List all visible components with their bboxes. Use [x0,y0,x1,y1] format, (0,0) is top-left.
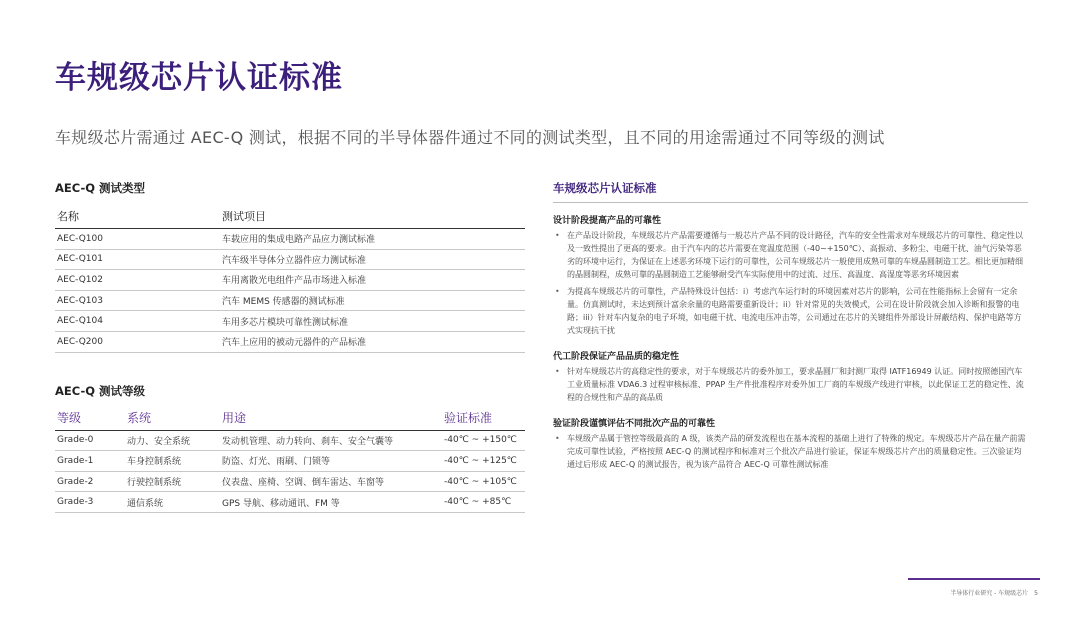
column-header-name: 名称 [57,210,79,223]
table-row [55,331,525,352]
table-row [55,270,525,291]
cell-usage: 发动机管理、动力转向、刹车、安全气囊等 [222,436,394,447]
cell-name: AEC-Q100 [57,233,103,244]
cell-grade: Grade-1 [57,455,94,466]
validation-stage-title: 验证阶段谨慎评估不同批次产品的可靠性 [553,419,716,429]
test-grades-heading: AEC-Q 测试等级 [55,383,146,398]
table-row [55,430,525,451]
cell-name: AEC-Q104 [57,316,103,327]
column-header-system: 系统 [127,410,152,425]
table-header-row [55,409,525,431]
cell-usage: GPS 导航、移动通讯、FM 等 [222,498,340,509]
list-item: • 在产品设计阶段，车规级芯片产品需要遵循与一般芯片产品不同的设计路径，汽车的安全性需求对车规级芯片的可靠性、稳定性以及一致性提出了更高的要求。由于汽车内的芯片需要在宽温度范围（-40~+150℃）、高振动、多粉尘、电磁干扰、油气污染等恶劣的环境中运行，为保证在上述恶劣环境下运行的可靠性，公司车规级芯片一般使用成熟可靠的车规晶圆制造工艺。相比更加精细的晶圆制程，成熟可靠的晶圆制造工艺能够耐受汽车实际使用中的过流、过压、高温度、高湿度等恶劣环境因素 [553,229,1028,281]
cell-system: 车身控制系统 [127,457,182,468]
test-grades-table [55,409,525,513]
cell-name: AEC-Q102 [57,274,103,285]
list-item: • 为提高车规级芯片的可靠性，产品特殊设计包括：i）考虑汽车运行时的环境因素对芯片的影响，公司在性能指标上会留有一定余量。仿真测试时，未达到预计富余余量的电路需要重新设计；ii）针对常见的失效模式，公司在设计阶段就会加入诊断和报警的电路；iii）针对车内复杂的电子环境，如电磁干扰、电流电压冲击等，公司通过在芯片的关键组件外部设计屏蔽结构、保护电路等方式实现抗干扰 [553,285,1028,337]
cell-test-item: 车用离散光电组件产品市场进入标准 [222,276,367,287]
column-header-test-item: 测试项目 [222,210,266,223]
cell-standard: -40℃ ~ +150℃ [444,435,517,446]
table-row [55,229,525,250]
right-column [553,180,1028,475]
cell-system: 动力、安全系统 [127,436,191,447]
cell-name: AEC-Q103 [57,295,103,306]
foundry-stage-title: 代工阶段保证产品品质的稳定性 [553,352,680,362]
cell-system: 通信系统 [127,498,164,509]
cell-test-item: 汽车 MEMS 传感器的测试标准 [222,297,345,308]
cell-test-item: 汽车上应用的被动元器件的产品标准 [222,338,367,349]
table-row [55,492,525,513]
cell-test-item: 车载应用的集成电路产品应力测试标准 [222,235,376,246]
cell-name: AEC-Q101 [57,254,103,265]
cell-system: 行驶控制系统 [127,478,182,489]
table-row [55,451,525,472]
list-item: • 车规级产品属于管控等级最高的 A 级，该类产品的研发流程也在基本流程的基础上进行了特殊的规定。车规级芯片产品在量产前需完成可靠性试验，严格按照 AEC-Q 的测试程序和标准对三个批次产品进行验证，保证车规级芯片产出的质量稳定性。三次验证均通过后形成 AEC-Q 的测试报告，视为该产品符合 AEC-Q 可靠性测试标准 [553,432,1028,471]
column-header-grade: 等级 [57,410,82,425]
table-row [55,311,525,332]
cell-standard: -40℃ ~ +85℃ [444,497,512,508]
cell-grade: Grade-0 [57,435,94,446]
table-row [55,290,525,311]
cell-usage: 仪表盘、座椅、空调、倒车雷达、车窗等 [222,478,385,489]
cell-grade: Grade-3 [57,497,94,508]
certification-heading: 车规级芯片认证标准 [553,180,1028,203]
column-header-standard: 验证标准 [444,410,493,425]
column-header-usage: 用途 [222,410,247,425]
page-subtitle: 车规级芯片需通过 AEC-Q 测试，根据不同的半导体器件通过不同的测试类型，且不同的用途需通过不同等级的测试 [55,128,885,147]
footer-divider [908,578,1040,580]
table-row [55,471,525,492]
cell-standard: -40℃ ~ +125℃ [444,455,517,466]
test-types-table [55,208,525,353]
cell-test-item: 车用多芯片模块可靠性测试标准 [222,317,349,328]
footer [950,588,1038,597]
design-stage-title: 设计阶段提高产品的可靠性 [553,216,662,226]
left-column [55,180,525,513]
cell-standard: -40℃ ~ +105℃ [444,476,517,487]
design-stage-list [553,229,1028,337]
page-title: 车规级芯片认证标准 [55,60,343,96]
cell-grade: Grade-2 [57,476,94,487]
list-item: • 针对车规级芯片的高稳定性的要求，对于车规级芯片的委外加工，要求晶圆厂和封测厂取得 IATF16949 认证。同时按照德国汽车工业质量标准 VDA6.3 过程审核标准、PPAP 生产件批准程序对委外加工厂商的车规级产线进行审核，以此保证工艺的稳定性、流程的合规性和产品的高品质 [553,365,1028,404]
cell-name: AEC-Q200 [57,336,103,347]
test-types-heading: AEC-Q 测试类型 [55,181,146,195]
foundry-stage-list [553,365,1028,404]
table-row [55,249,525,270]
validation-stage-list [553,432,1028,471]
table-header-row [55,208,525,229]
cell-usage: 防盗、灯光、雨刷、门锁等 [222,457,331,468]
footer-text: 半导体行业研究 - 车规级芯片 [950,590,1029,597]
page-number: 5 [1034,590,1038,597]
cell-test-item: 汽车级半导体分立器件应力测试标准 [222,255,367,266]
